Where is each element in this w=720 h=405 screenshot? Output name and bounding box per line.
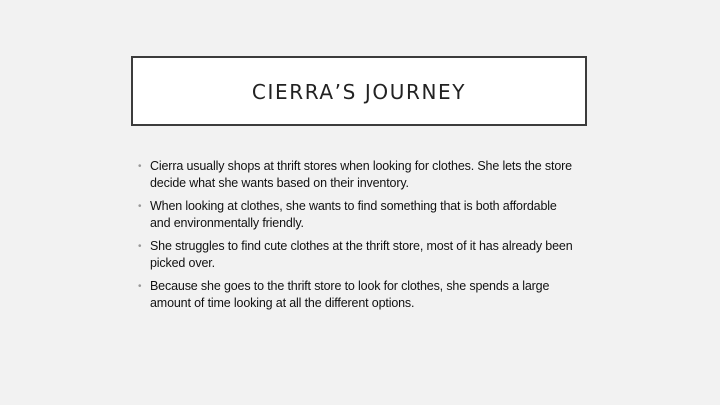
slide-title: CIERRA’S JOURNEY xyxy=(251,80,467,104)
bullet-text: Cierra usually shops at thrift stores when looking for clothes. She lets the store decide what she wants based on their inventory. xyxy=(150,159,572,190)
bullet-icon: • xyxy=(138,201,142,212)
bullet-icon: • xyxy=(138,281,142,292)
bullet-text: Because she goes to the thrift store to look for clothes, she spends a large amount of time looking at all the different options. xyxy=(150,279,550,310)
title-box xyxy=(131,56,587,126)
bullet-text: When looking at clothes, she wants to find something that is both affordable and environmentally friendly. xyxy=(150,199,557,230)
list-item xyxy=(138,198,578,232)
bullet-icon: • xyxy=(138,241,142,252)
list-item xyxy=(138,238,578,272)
bullet-icon: • xyxy=(138,161,142,172)
bullet-list xyxy=(138,158,578,318)
list-item xyxy=(138,278,578,312)
list-item xyxy=(138,158,578,192)
bullet-text: She struggles to find cute clothes at the thrift store, most of it has already been picked over. xyxy=(150,239,573,270)
